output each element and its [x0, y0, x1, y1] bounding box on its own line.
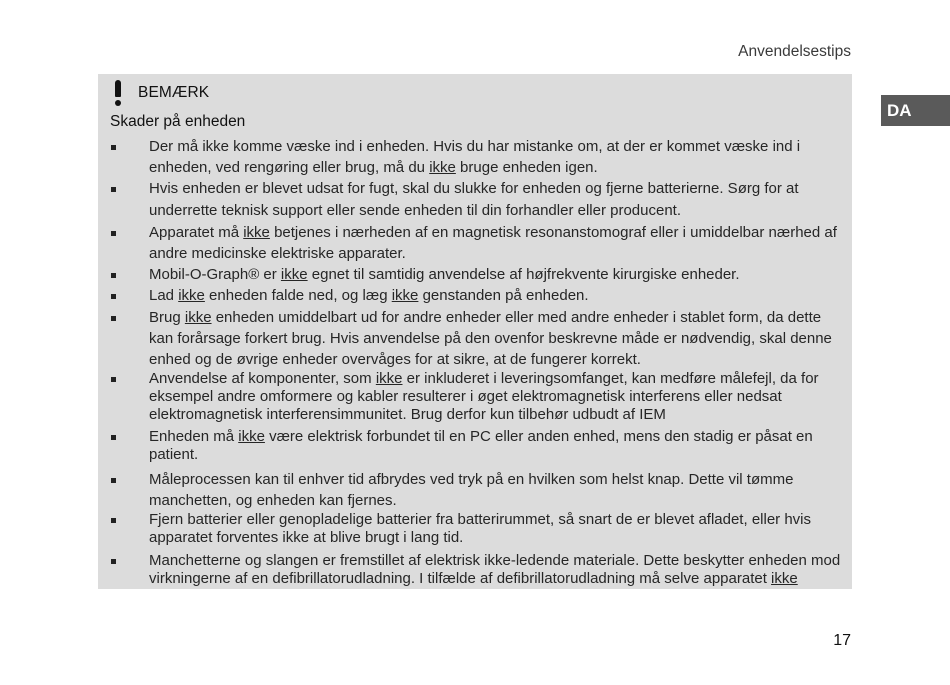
item-text: Anvendelse af komponenter, som	[149, 370, 376, 387]
bullet-icon	[111, 377, 116, 382]
notice-title: Skader på enheden	[110, 113, 246, 130]
section-title: Anvendelsestips	[738, 43, 851, 60]
bullet-icon	[111, 559, 116, 564]
item-text: Hvis enheden er blevet udsat for fugt, skal du slukke for enheden og fjerne batterierne. Sørg for at underrette teknisk support eller sende enheden til din forhandler eller producent.	[149, 180, 799, 219]
warning-item	[98, 552, 852, 588]
item-text: Brug	[149, 309, 185, 326]
item-text: enheden falde ned, og læg	[204, 287, 392, 304]
emphasis-text: ikke	[243, 224, 270, 241]
bullet-icon	[111, 145, 116, 150]
notice-box	[98, 74, 852, 589]
warning-item	[98, 264, 852, 285]
emphasis-text: ikke	[238, 428, 265, 445]
bullet-icon	[111, 273, 116, 278]
emphasis-text: ikke	[771, 570, 798, 587]
item-text: genstanden på enheden.	[418, 287, 589, 304]
emphasis-text: ikke	[391, 287, 419, 304]
warning-item	[98, 285, 852, 307]
emphasis-text: ikke	[280, 266, 308, 283]
bullet-icon	[111, 316, 116, 321]
bullet-icon	[111, 187, 116, 192]
item-text: er inkluderet i leveringsomfanget, kan medføre målefejl, da for eksempel andre omformere og kabler resulterer i øget elektromagnetisk interferens eller nedsat elektromagnetisk interferensimmunitet. Brug derfor kun tilbehør udbudt af IEM	[149, 370, 819, 423]
item-text: Mobil-O-Graph® er	[149, 266, 281, 283]
exclamation-icon	[112, 80, 124, 106]
emphasis-text: ikke	[178, 287, 205, 304]
item-text: Apparatet må	[149, 224, 244, 241]
bullet-icon	[111, 518, 116, 523]
page-number: 17	[833, 632, 851, 649]
item-text: enheden umiddelbart ud for andre enheder eller med andre enheder i stablet form, da dette kan forårsage forkert brug. Hvis anvendelse på den ovenfor beskrevne måde er nødvendig, skal denne enhed og de øvrige enheder overvåges for at sikre, at de fungerer korrekt.	[149, 309, 832, 368]
warning-item	[98, 511, 852, 547]
warning-item	[98, 178, 852, 222]
notice-label: BEMÆRK	[138, 84, 210, 101]
warning-item	[98, 136, 852, 178]
bullet-icon	[111, 231, 116, 236]
item-text: Der må ikke komme væske ind i enheden. Hvis du har mistanke om, at der er kommet væske ind i enheden, ved rengøring eller brug, må du	[149, 138, 801, 176]
item-text: Fjern batterier eller genopladelige batterier fra batterirummet, så snart de er blevet afladet, eller hvis apparatet forventes ikke at blive brugt i lang tid.	[149, 511, 811, 546]
item-text: Enheden må	[149, 428, 239, 445]
warning-item	[98, 428, 852, 464]
item-text: egnet til samtidig anvendelse af højfrekvente kirurgiske enheder.	[307, 266, 740, 283]
notice-header	[112, 80, 209, 106]
item-text: betjenes i nærheden af en magnetisk resonanstomograf eller i umiddelbar nærhed af andre medicinske elektriske apparater.	[149, 224, 837, 262]
warning-item	[98, 370, 852, 424]
item-text: Lad	[149, 287, 179, 304]
warning-item	[98, 469, 852, 511]
warning-item	[98, 222, 852, 264]
warning-item	[98, 307, 852, 370]
emphasis-text: ikke	[375, 370, 403, 387]
item-text: Manchetterne og slangen er fremstillet af elektrisk ikke-ledende materiale. Dette beskytter enheden mod virkningerne af en defibrillatorudladning. I tilfælde af defibrillatorudladning må selve apparatet	[149, 552, 841, 587]
item-text: bruge enheden igen.	[455, 159, 598, 176]
item-text: være elektrisk forbundet til en PC eller anden enhed, mens den stadig er påsat en patient.	[149, 428, 813, 463]
bullet-icon	[111, 435, 116, 440]
bullet-icon	[111, 478, 116, 483]
warning-list	[98, 136, 852, 588]
emphasis-text: ikke	[184, 309, 212, 326]
bullet-icon	[111, 294, 116, 299]
emphasis-text: ikke	[429, 159, 456, 176]
language-tab: DA	[881, 95, 950, 126]
item-text: Måleprocessen kan til enhver tid afbrydes ved tryk på en hvilken som helst knap. Dette vil tømme manchetten, og enheden kan fjernes.	[149, 471, 794, 509]
